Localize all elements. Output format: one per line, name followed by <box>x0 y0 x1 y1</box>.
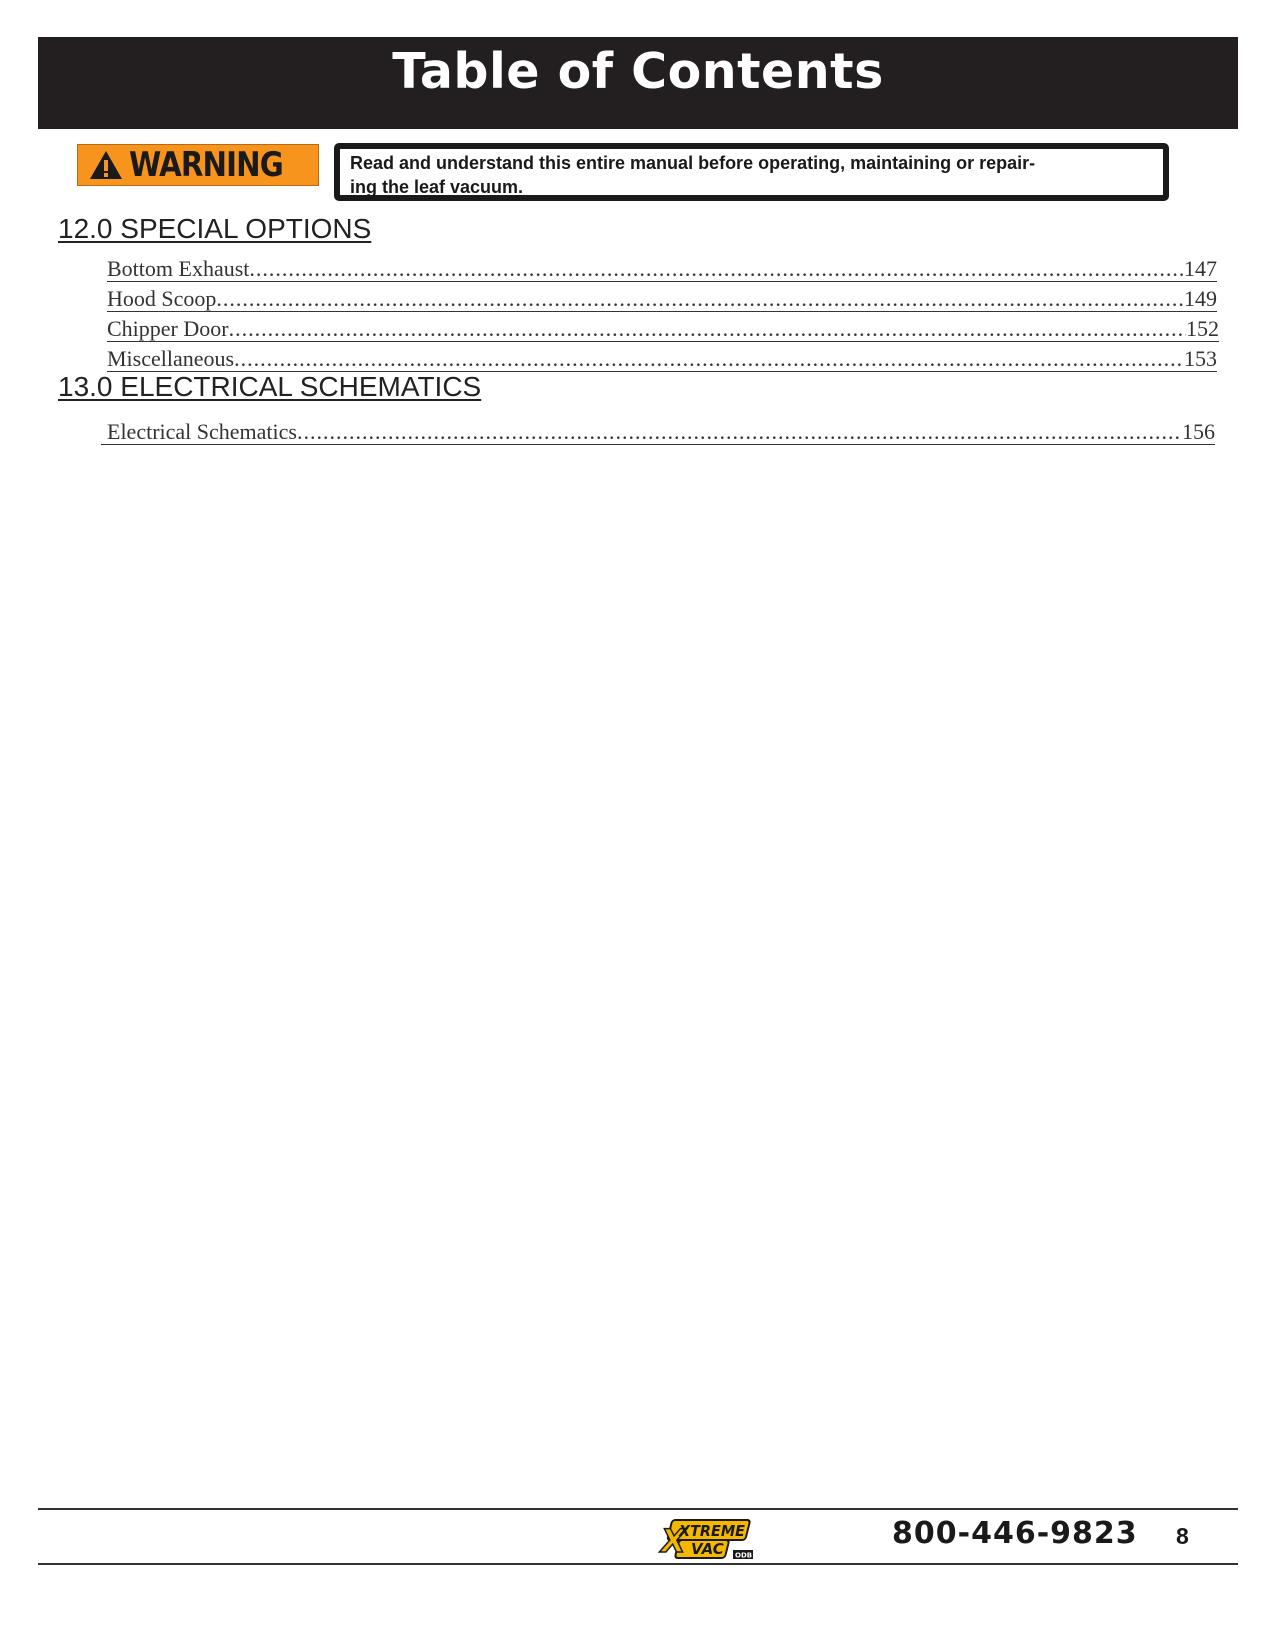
toc-dot-leader <box>229 317 1186 341</box>
warning-message-line-2: ing the leaf vacuum. <box>350 177 524 197</box>
xtreme-vac-logo <box>655 1517 755 1561</box>
footer-top-rule <box>38 1508 1238 1510</box>
toc-entry-label: Electrical Schematics <box>107 419 297 444</box>
page-title: Table of Contents <box>392 43 884 100</box>
toc-entry-page: 152 <box>1186 316 1219 341</box>
title-bar <box>38 37 1238 129</box>
toc-dot-leader <box>216 287 1184 311</box>
phone-number: 800-446-9823 <box>892 1516 1138 1551</box>
svg-text:X: X <box>661 1522 686 1560</box>
svg-text:VAC: VAC <box>691 1540 724 1558</box>
warning-message-box <box>334 143 1169 201</box>
toc-entry-bottom-exhaust[interactable] <box>107 253 1217 282</box>
toc-entry-electrical-schematics[interactable] <box>101 416 1215 445</box>
toc-entry-label: Bottom Exhaust <box>107 256 250 281</box>
warning-label <box>77 144 319 186</box>
footer-bottom-rule <box>38 1563 1238 1565</box>
toc-dot-leader <box>297 420 1182 444</box>
toc-entry-hood-scoop[interactable] <box>107 283 1217 312</box>
warning-label-text: WARNING <box>128 145 283 185</box>
toc-dot-leader <box>249 257 1184 281</box>
toc-entry-miscellaneous[interactable] <box>107 343 1217 372</box>
toc-entry-page: 156 <box>1182 419 1215 444</box>
svg-text:XTREME: XTREME <box>678 1522 746 1540</box>
toc-dot-leader <box>234 347 1184 371</box>
toc-entry-chipper-door[interactable] <box>107 313 1219 342</box>
toc-entry-page: 153 <box>1184 346 1217 371</box>
toc-entry-label: Miscellaneous <box>107 346 235 371</box>
svg-text:ODB: ODB <box>735 1551 753 1560</box>
toc-entry-page: 149 <box>1184 286 1217 311</box>
toc-entry-label: Hood Scoop <box>107 286 217 311</box>
section-heading-electrical-schematics[interactable]: 13.0 ELECTRICAL SCHEMATICS <box>58 371 482 402</box>
warning-triangle-icon <box>89 150 123 180</box>
toc-entry-page: 147 <box>1184 256 1217 281</box>
section-heading-special-options[interactable]: 12.0 SPECIAL OPTIONS <box>58 213 372 244</box>
toc-entry-label: Chipper Door <box>107 316 229 341</box>
warning-message-line-1: Read and understand this entire manual before operating, maintaining or repair- <box>350 153 1036 173</box>
page-number: 8 <box>1176 1523 1189 1549</box>
